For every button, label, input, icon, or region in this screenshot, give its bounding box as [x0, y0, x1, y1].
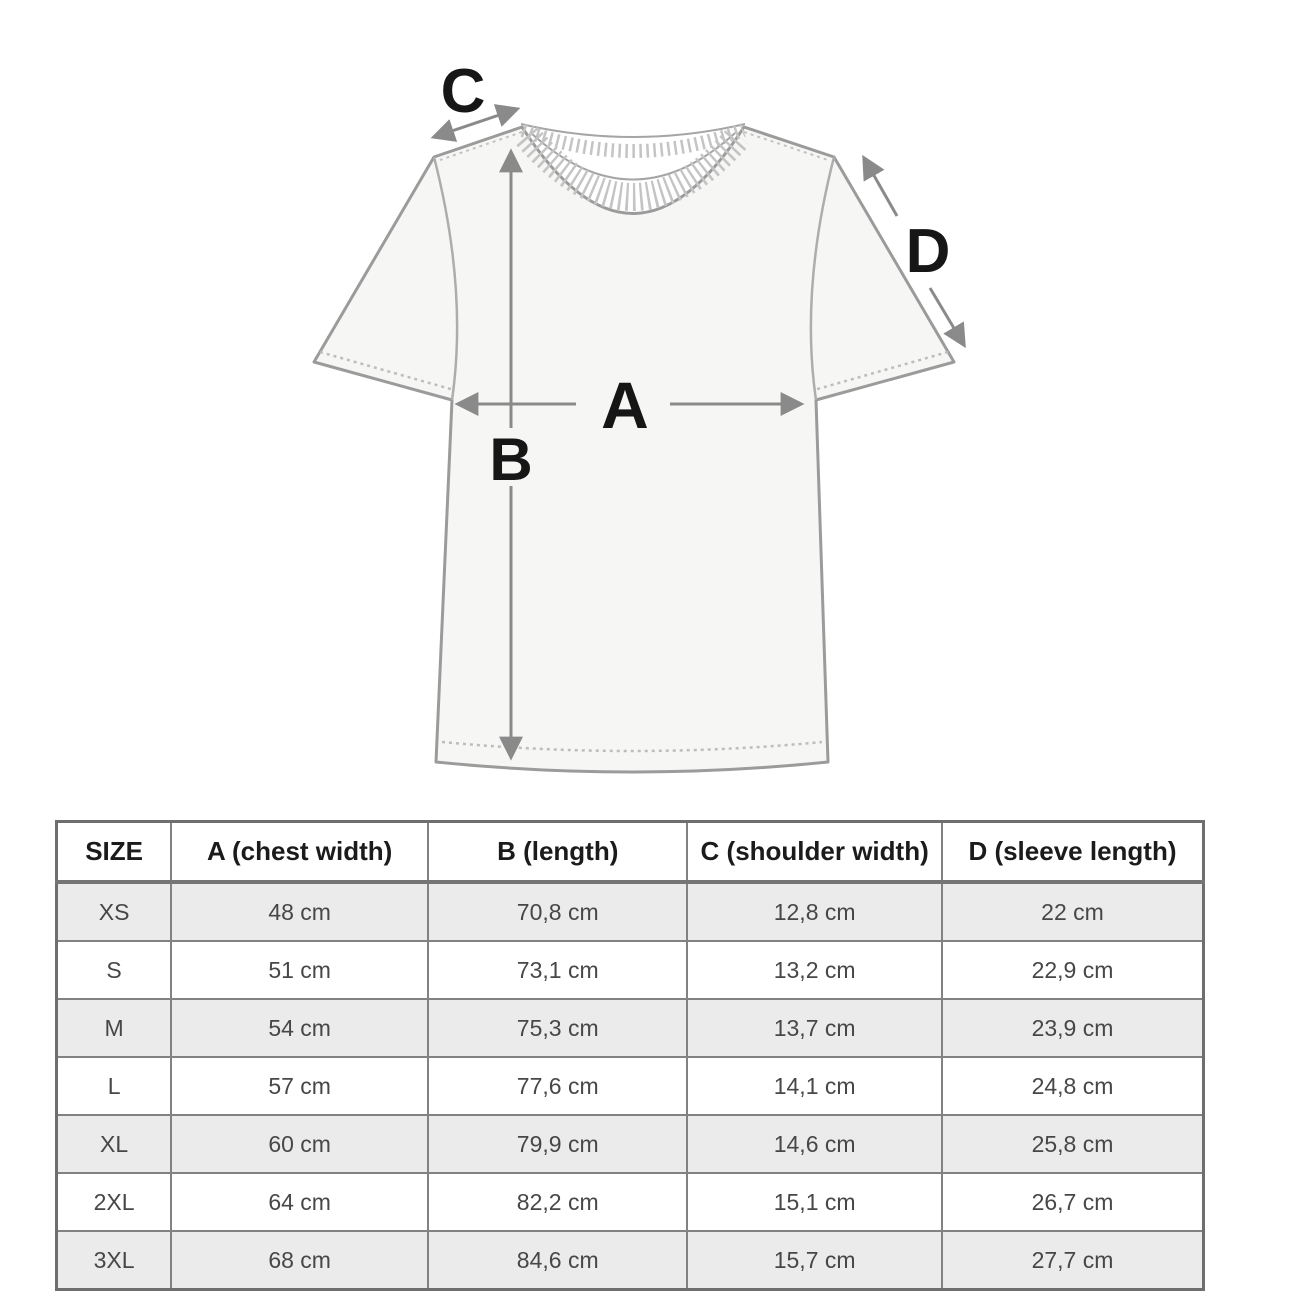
tshirt-outline: [314, 127, 954, 772]
cell-chest: 48 cm: [171, 882, 428, 941]
cell-shoulder: 14,6 cm: [687, 1115, 942, 1173]
cell-size: S: [57, 941, 172, 999]
cell-size: 2XL: [57, 1173, 172, 1231]
cell-chest: 54 cm: [171, 999, 428, 1057]
cell-chest: 51 cm: [171, 941, 428, 999]
table-row-xl: [57, 1115, 1204, 1173]
cell-length: 75,3 cm: [428, 999, 687, 1057]
cell-sleeve: 22 cm: [942, 882, 1204, 941]
cell-size: 3XL: [57, 1231, 172, 1290]
cell-chest: 60 cm: [171, 1115, 428, 1173]
dimension-label-b: B: [489, 426, 533, 493]
cell-sleeve: 26,7 cm: [942, 1173, 1204, 1231]
cell-length: 70,8 cm: [428, 882, 687, 941]
header-length: B (length): [428, 822, 687, 883]
cell-length: 82,2 cm: [428, 1173, 687, 1231]
dimension-arrow-d-top: [864, 158, 897, 216]
cell-shoulder: 13,7 cm: [687, 999, 942, 1057]
dimension-label-a: A: [601, 368, 649, 442]
cell-length: 73,1 cm: [428, 941, 687, 999]
collar-back-top-edge: [521, 124, 745, 137]
table-header-row: [57, 822, 1204, 883]
cell-shoulder: 15,7 cm: [687, 1231, 942, 1290]
cell-sleeve: 23,9 cm: [942, 999, 1204, 1057]
dimension-label-d: D: [905, 217, 951, 286]
cell-shoulder: 13,2 cm: [687, 941, 942, 999]
cell-length: 77,6 cm: [428, 1057, 687, 1115]
table-row-l: [57, 1057, 1204, 1115]
table-row-s: [57, 941, 1204, 999]
cell-chest: 57 cm: [171, 1057, 428, 1115]
cell-chest: 64 cm: [171, 1173, 428, 1231]
header-sleeve-length: D (sleeve length): [942, 822, 1204, 883]
cell-length: 84,6 cm: [428, 1231, 687, 1290]
size-table-container: [55, 820, 1205, 1291]
cell-shoulder: 14,1 cm: [687, 1057, 942, 1115]
cell-size: M: [57, 999, 172, 1057]
header-size: SIZE: [57, 822, 172, 883]
cell-size: XS: [57, 882, 172, 941]
header-chest-width: A (chest width): [171, 822, 428, 883]
cell-shoulder: 15,1 cm: [687, 1173, 942, 1231]
dimension-label-c: C: [440, 57, 486, 126]
table-row-3xl: [57, 1231, 1204, 1290]
table-row-m: [57, 999, 1204, 1057]
table-row-2xl: [57, 1173, 1204, 1231]
cell-sleeve: 22,9 cm: [942, 941, 1204, 999]
cell-size: L: [57, 1057, 172, 1115]
cell-size: XL: [57, 1115, 172, 1173]
table-row-xs: [57, 882, 1204, 941]
cell-sleeve: 25,8 cm: [942, 1115, 1204, 1173]
cell-length: 79,9 cm: [428, 1115, 687, 1173]
cell-sleeve: 27,7 cm: [942, 1231, 1204, 1290]
cell-shoulder: 12,8 cm: [687, 882, 942, 941]
cell-sleeve: 24,8 cm: [942, 1057, 1204, 1115]
cell-chest: 68 cm: [171, 1231, 428, 1290]
size-table: [55, 820, 1205, 1291]
header-shoulder-width: C (shoulder width): [687, 822, 942, 883]
